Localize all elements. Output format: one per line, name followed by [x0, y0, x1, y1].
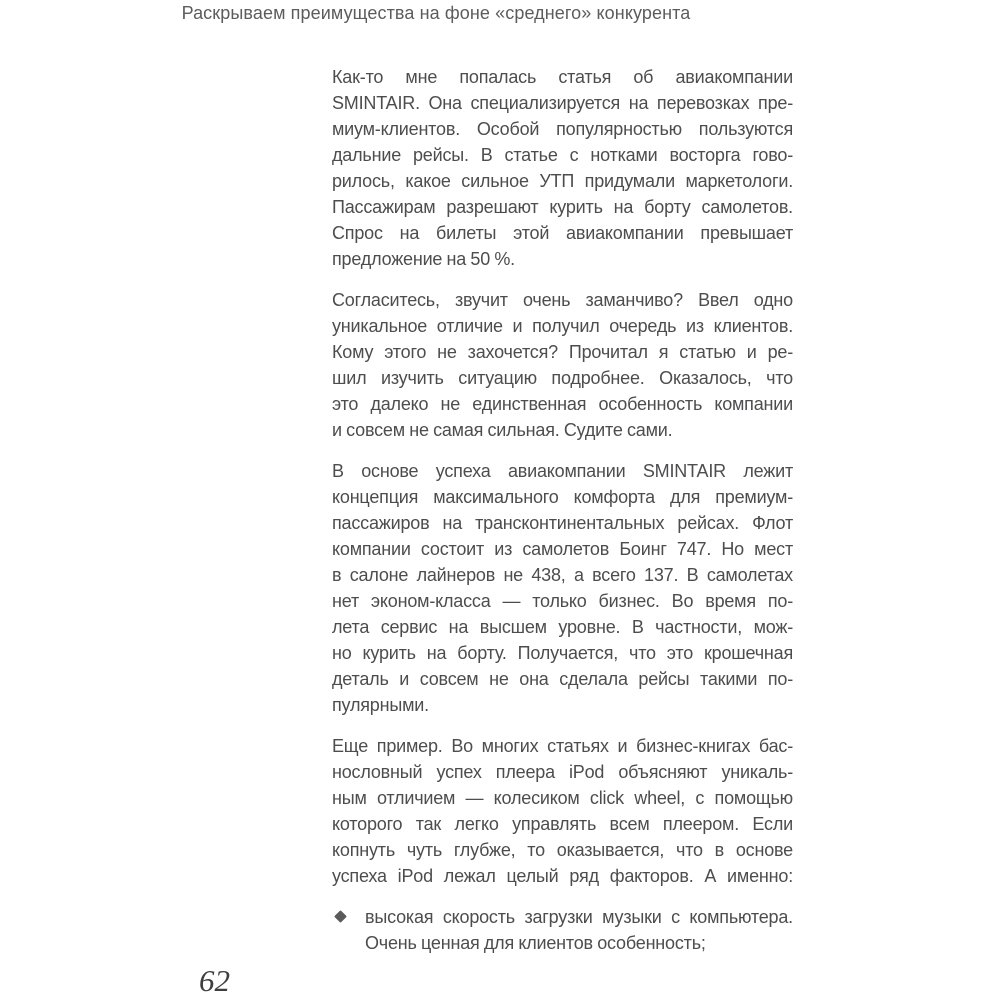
text-line: нословный успех плеера iPod объясняют уникаль- [332, 762, 793, 782]
text-line: в салоне лайнеров не 438, а всего 137. В самолетах [332, 565, 793, 585]
text-line: успеха iPod лежал целый ряд факторов. А именно: [332, 866, 793, 886]
text-line: В основе успеха авиакомпании SMINTAIR лежит [332, 461, 793, 481]
text-line: Как-то мне попалась статья об авиакомпании [332, 67, 793, 87]
text-line: Спрос на билеты этой авиакомпании превышает [332, 223, 793, 243]
text-line: шил изучить ситуацию подробнее. Оказалось, что [332, 368, 793, 388]
body-text [332, 64, 793, 971]
paragraph [332, 458, 793, 718]
diamond-bullet-icon [334, 910, 347, 923]
text-line: деталь и совсем не она сделала рейсы такими по- [332, 669, 793, 689]
paragraph [332, 733, 793, 889]
text-line: это далеко не единственная особенность компании [332, 394, 793, 414]
text-line: но курить на борту. Получается, что это крошечная [332, 643, 793, 663]
text-line: и совсем не самая сильная. Судите сами. [332, 420, 673, 440]
text-line: предложение на 50 %. [332, 249, 515, 269]
text-line: Кому этого не захочется? Прочитал я статью и ре- [332, 342, 793, 362]
running-header: Раскрываем преимущества на фоне «среднего» конкурента [181, 3, 691, 23]
text-line: высокая скорость загрузки музыки с компьютера. [365, 907, 793, 927]
text-line: пассажиров на трансконтинентальных рейсах. Флот [332, 513, 793, 533]
text-line: уникальное отличие и получил очередь из клиентов. [332, 316, 793, 336]
text-line: Еще пример. Во многих статьях и бизнес-книгах бас- [332, 736, 793, 756]
text-line: которого так легко управлять всем плеером. Если [332, 814, 793, 834]
text-line: пулярными. [332, 695, 429, 715]
text-line: лета сервис на высшем уровне. В частности, мож- [332, 617, 793, 637]
text-line: компании состоит из самолетов Боинг 747. Но мест [332, 539, 793, 559]
text-line: SMINTAIR. Она специализируется на перевозках пре- [332, 93, 793, 113]
text-line: Согласитесь, звучит очень заманчиво? Ввел одно [332, 290, 793, 310]
text-line: Пассажирам разрешают курить на борту самолетов. [332, 197, 793, 217]
text-line: нет эконом-класса — только бизнес. Во время по- [332, 591, 793, 611]
text-line: ным отличием — колесиком click wheel, с помощью [332, 788, 793, 808]
text-line: копнуть чуть глубже, то оказывается, что в основе [332, 840, 793, 860]
text-line: миум-клиентов. Особой популярностью пользуются [332, 119, 793, 139]
text-line: рилось, какое сильное УТП придумали маркетологи. [332, 171, 793, 191]
page-number: 62 [199, 963, 230, 998]
bullet-paragraph [332, 904, 793, 956]
paragraph [332, 287, 793, 443]
text-line: концепция максимального комфорта для премиум- [332, 487, 793, 507]
text-line: дальние рейсы. В статье с нотками восторга гово- [332, 145, 793, 165]
text-line: Очень ценная для клиентов особенность; [365, 933, 706, 953]
paragraph [332, 64, 793, 272]
